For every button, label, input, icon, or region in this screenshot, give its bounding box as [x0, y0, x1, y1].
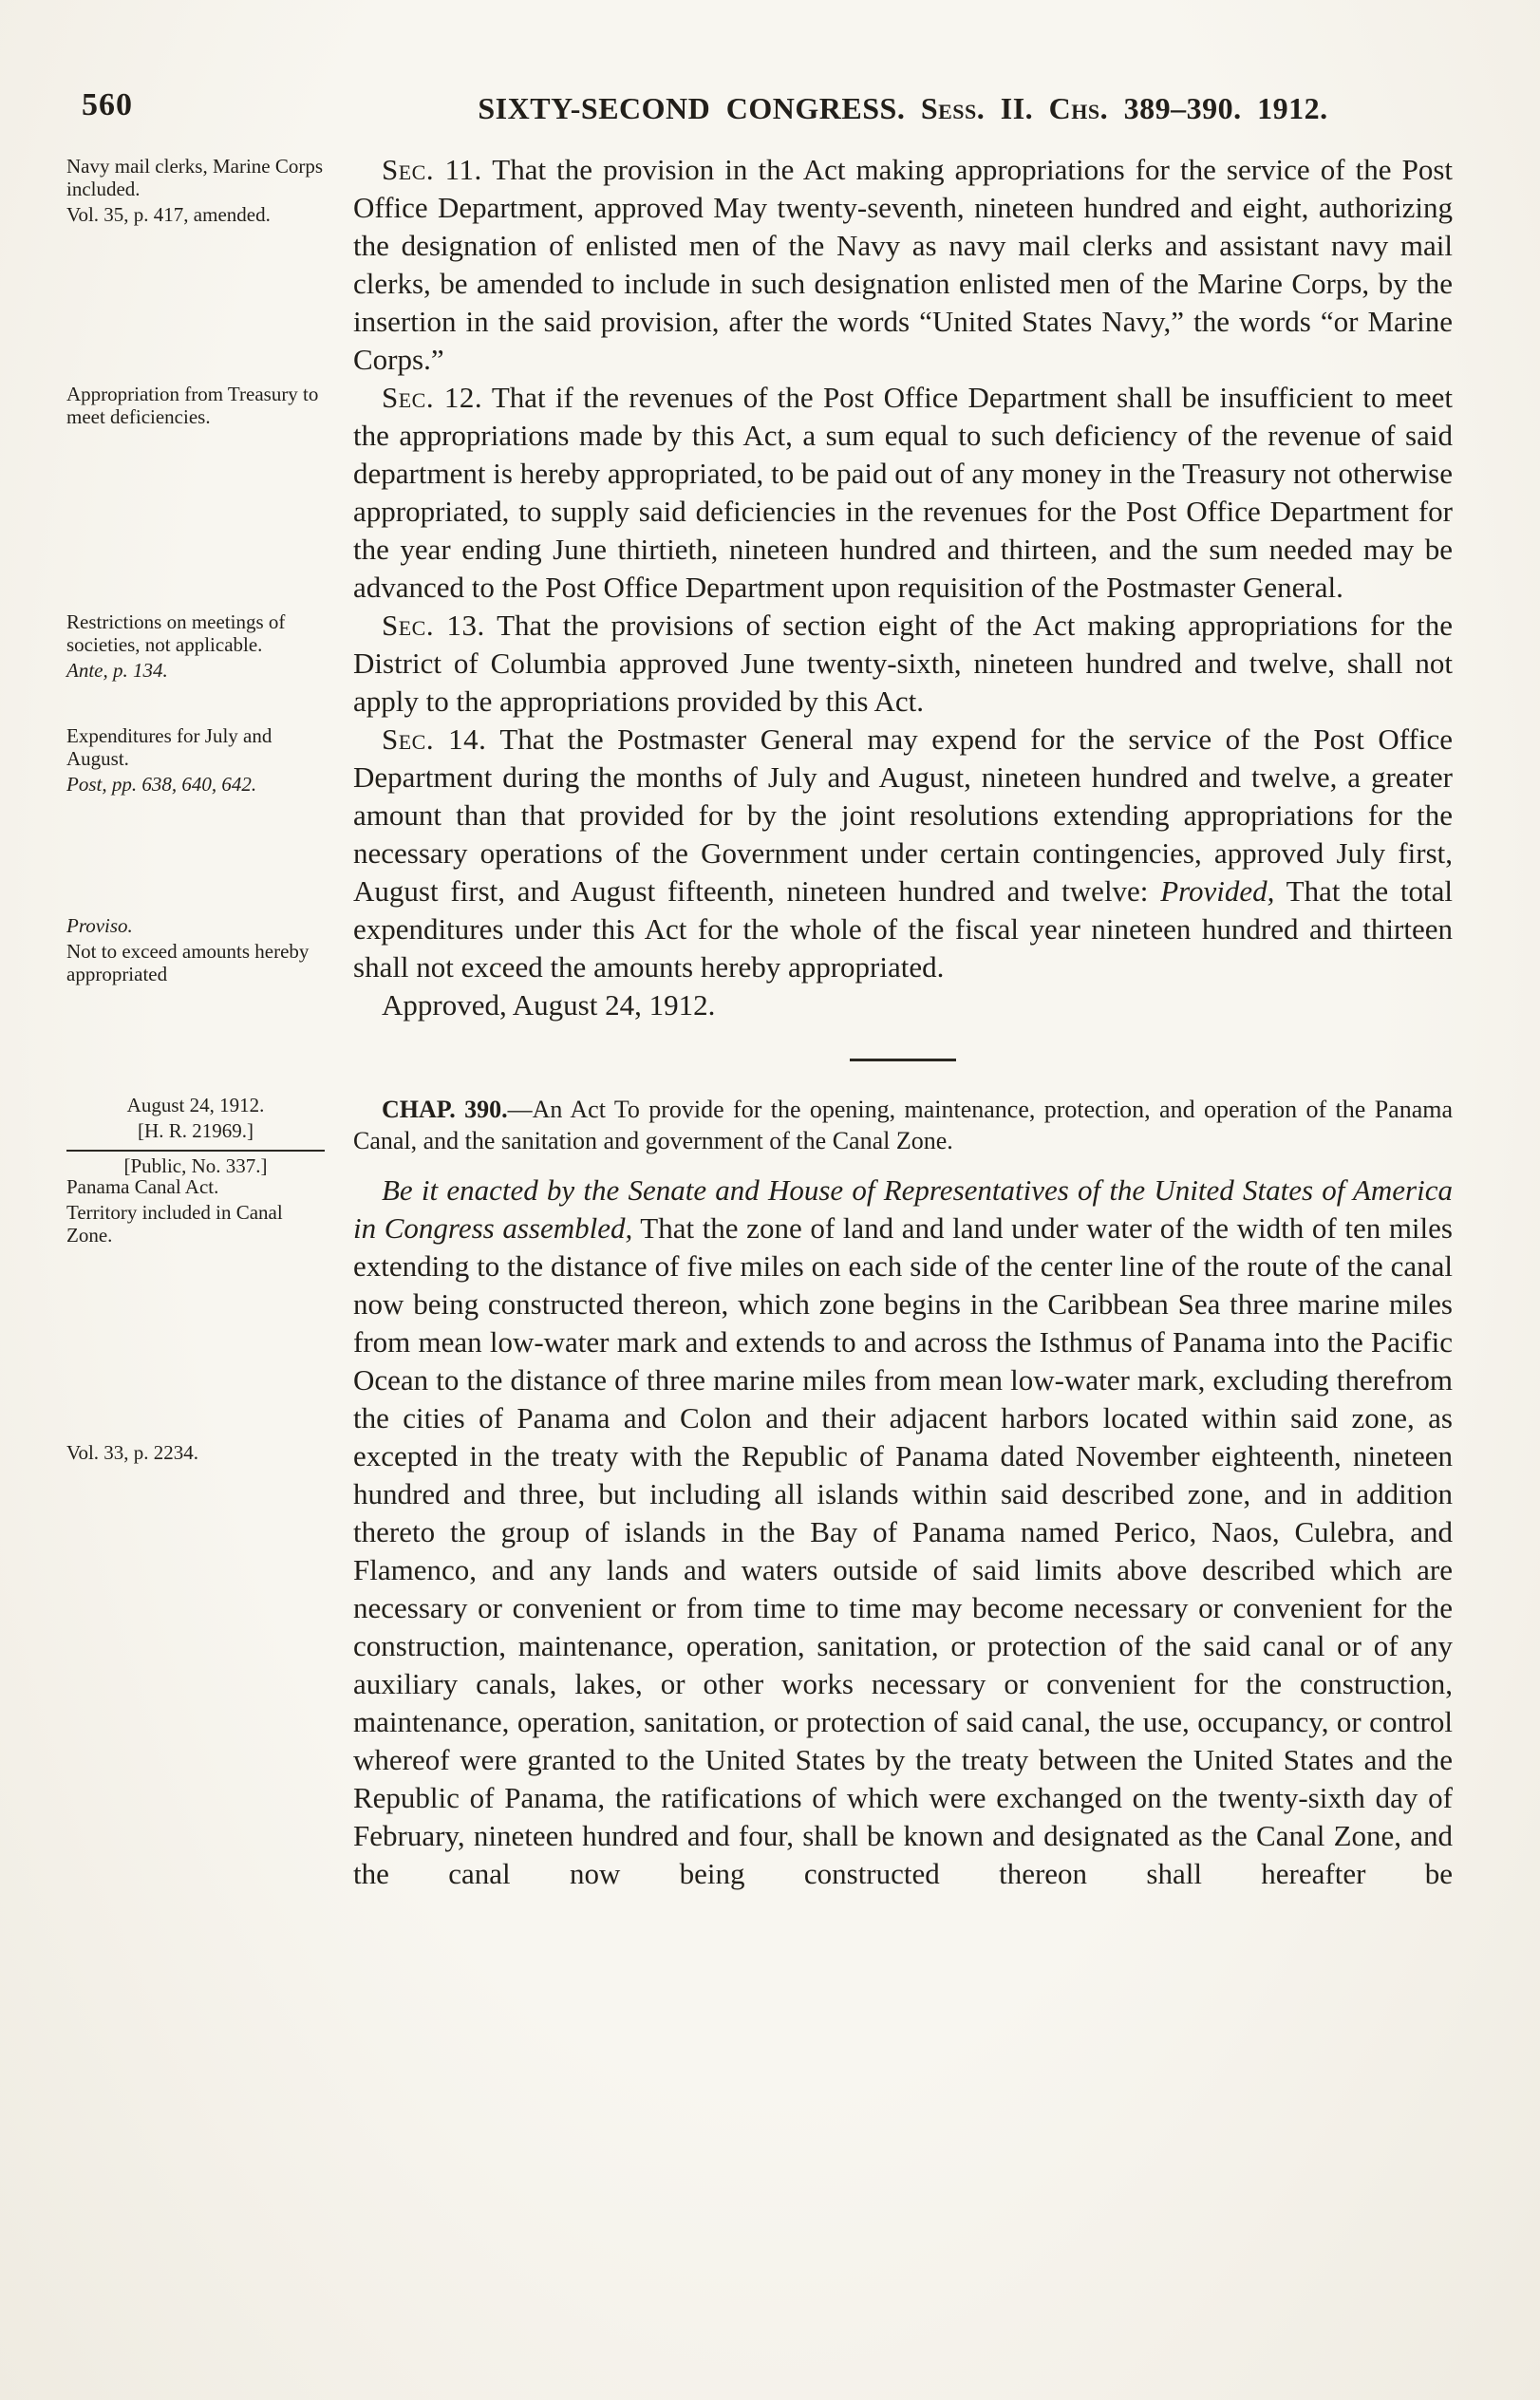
margin-note-citation: Post, pp. 638, 640, 642. [66, 773, 257, 796]
section-label: Sec. 11. [382, 153, 482, 186]
margin-note-vol-33 [66, 1441, 325, 1464]
enacting-text: That the zone of land and land under water of the width of ten miles extending to the distance of five miles on each side of the center line of the route of the canal now being constructed thereon, which zone begins in the Caribbean Sea three marine miles from mean low-water mark and extends to and across the Isthmus of Panama into the Pacific Ocean to the distance of three marine miles from mean low-water mark, excluding therefrom the cities of Panama and Colon and their adjacent harbors located within said zone, as excepted in the treaty with the Republic of Panama dated November eighteenth, nineteen hundred and three, but including all islands within said described zone, and in addition thereto the group of islands in the Bay of Panama named Perico, Naos, Culebra, and Flamenco, and any lands and waters outside of said limits above described which are necessary or convenient or from time to time may become necessary or convenient for the construction, maintenance, operation, sanitation, or protection of the said canal or of any auxiliary canals, lakes, or other works necessary or convenient for the construction, maintenance, operation, sanitation, or protection of said canal, the use, occupancy, or control whereof were granted to the United States by the treaty between the United States and the Republic of Panama, the ratifications of which were exchanged on the twenty-sixth day of February, nineteen hundred and four, shall be known and designated as the Canal Zone, and the canal now being constructed thereon shall hereafter be [353, 1211, 1453, 1890]
margin-note-text: Proviso. [66, 914, 133, 937]
section-text: That the provisions of section eight of the Act making appropriations for the District of Columbia approved June twenty-sixth, nineteen hundred and twelve, shall not apply to the appropriations provided by this Act. [353, 609, 1453, 718]
margin-note-citation: Vol. 35, p. 417, amended. [66, 203, 271, 226]
margin-note-text: Territory included in Canal Zone. [66, 1201, 283, 1247]
section-text: That the Postmaster General may expend for the service of the Post Office Department during the months of July and August, nineteen hundred and twelve, a greater amount than that provided for by the joint resolutions extending appropriations for the necessary operations of the Government under certain contingencies, approved July first, August first, and August fifteenth, nineteen hundred and twelve: [353, 722, 1453, 908]
page-header [0, 0, 1540, 126]
margin-note-public-number: [Public, No. 337.] [123, 1154, 268, 1177]
margin-note-proviso [66, 914, 325, 985]
section-text: That if the revenues of the Post Office Department shall be insufficient to meet the appropriations made by this Act, a sum equal to such deficiency of the revenue of said department is hereby appropriated, to be paid out of any money in the Treasury not otherwise appropriated, to supply said deficiencies in the revenues for the Post Office Department for the year ending June thirtieth, nineteen hundred and thirteen, and the sum needed may be advanced to the Post Office Department upon requisition of the Postmaster General. [353, 381, 1453, 604]
margin-note-date-and-bill [66, 1094, 325, 1177]
margin-note-text: Not to exceed amounts hereby appropriated [66, 940, 310, 985]
section-12-paragraph [66, 379, 1453, 607]
margin-note-citation: Ante, p. 134. [66, 659, 168, 682]
margin-note-panama-canal-act [66, 1175, 325, 1247]
margin-note-navy-mail-clerks [66, 155, 325, 226]
chapter-title: —An Act To provide for the opening, maintenance, protection, and operation of the Panama Canal, and the sanitation and government of the Canal Zone. [353, 1096, 1453, 1154]
page-number: 560 [82, 87, 133, 122]
act-divider-rule [850, 1059, 956, 1061]
margin-note-text: Expenditures for July and August. [66, 724, 272, 770]
margin-note-appropriation-deficiencies [66, 383, 325, 428]
margin-note-text: Navy mail clerks, Marine Corps included. [66, 155, 324, 200]
margin-note-restrictions-societies [66, 610, 325, 682]
section-label: Sec. 13. [382, 609, 485, 642]
margin-note-text: Appropriation from Treasury to meet deficiencies. [66, 383, 319, 428]
enacting-clause: Be it enacted by the Senate and House of Representatives of the United States of America in Congress assembled, [353, 1173, 1453, 1245]
approval-line: Approved, August 24, 1912. [382, 988, 716, 1022]
enacting-paragraph [66, 1172, 1453, 1893]
margin-note-date: August 24, 1912. [126, 1094, 265, 1116]
chapter-390-heading [123, 1094, 1453, 1177]
section-14-paragraph [66, 721, 1453, 986]
running-header: SIXTY-SECOND CONGRESS. Sess. II. Chs. 389–390. 1912. [478, 91, 1328, 125]
section-label: Sec. 12. [382, 381, 483, 414]
section-13-paragraph [66, 607, 1453, 721]
section-text: That the total expenditures under this Act for the whole of the fiscal year nineteen hundred and thirteen shall not exceed the amounts hereby appropriated. [353, 874, 1453, 984]
margin-note-bill-number: [H. R. 21969.] [66, 1119, 325, 1152]
margin-note-text: Restrictions on meetings of societies, not applicable. [66, 610, 286, 656]
statute-text-column [66, 151, 1453, 1893]
proviso-word: Provided, [1160, 874, 1275, 908]
section-label: Sec. 14. [382, 722, 487, 756]
margin-note-citation: Vol. 33, p. 2234. [66, 1441, 199, 1464]
section-11-paragraph [66, 151, 1453, 379]
margin-note-expenditures-july-august [66, 724, 325, 796]
chapter-label: CHAP. 390. [382, 1096, 508, 1123]
margin-note-text: Panama Canal Act. [66, 1175, 219, 1198]
section-text: That the provision in the Act making appropriations for the service of the Post Office Department, approved May twenty-seventh, nineteen hundred and eight, authorizing the designation of enlisted men of the Navy as navy mail clerks and assistant navy mail clerks, be amended to include in such designation enlisted men of the Marine Corps, by the insertion in the said provision, after the words “United States Navy,” the words “or Marine Corps.” [353, 153, 1453, 376]
